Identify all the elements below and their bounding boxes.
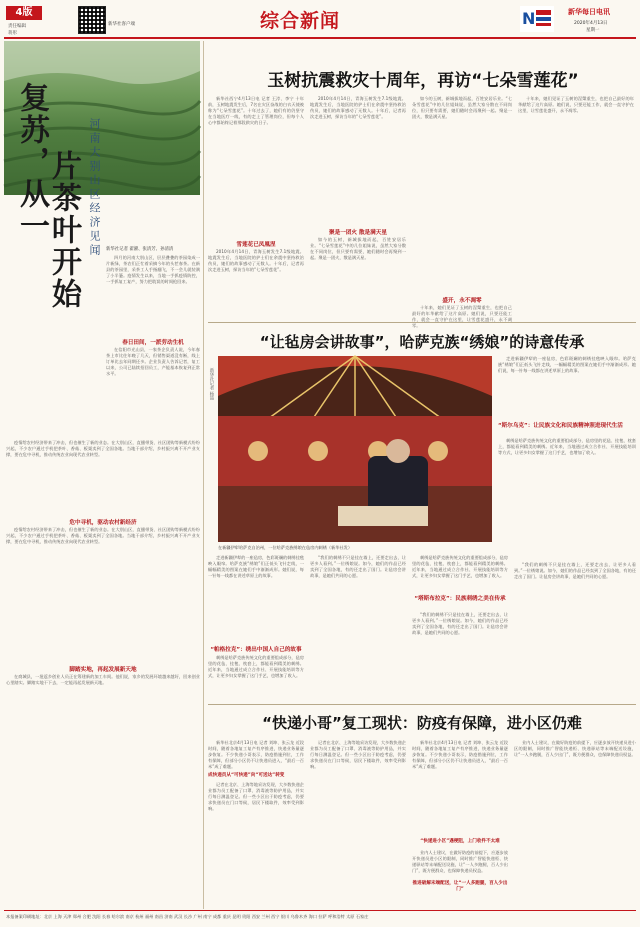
left-story-subtitle: 河南大别山区经济见闻 — [88, 118, 101, 258]
story1-subhead-1: 雪莲花已凤凰涅 — [236, 242, 276, 248]
left-story-body-b: 在信阳市光山县，一家茶企负责人说，今年春茶上市比往年晚了几天，但销售渠道没有断，线上订单比去年同期还多。企业负责人告诉记者，复工以来，公司已陆续招回员工，产能基本恢复到正常水平。 — [106, 347, 200, 377]
story2-body-right: 走进新疆伊犁的一座毡房，色彩斑斓的刺绣挂毯映入眼帘。哈萨克族“绣娘”们正低头飞针走线，一幅幅精美的图案在她们手中渐渐成形。她们说，每一针每一线都在讲述草原上的故事。 — [498, 356, 636, 374]
story2-body-col1b: 刺绣是哈萨克族传统文化的重要组成部分，毡房里的花毡、挂毯、枕套上，都能看到精美的刺绣。近年来，当地通过成立合作社、开展技能培训等方式，让更多妇女掌握了这门手艺，也增加了收入。 — [208, 655, 304, 679]
story2-body-col1: 走进新疆伊犁的一座毡房，色彩斑斓的刺绣挂毯映入眼帘。哈萨克族“绣娘”们正低头飞针走线，一幅幅精美的图案在她们手中渐渐成形。她们说，每一针每一线都在讲述草原上的故事。 — [208, 555, 304, 579]
footer-rule — [4, 910, 636, 911]
story2-byline: 新华社记者 杨喆 — [209, 368, 214, 401]
app-label: 新华社客户端 — [108, 22, 135, 27]
story3-body-col2: 记者在北京、上海等地采访发现，大多数快递企业都为员工配备了口罩、消毒液等防护用品，并实行每日测温登记。但一些小区出于防疫考虑，仍要求快递员在门口等候，居民下楼取件，效率受到影响。 — [310, 740, 406, 770]
section-title: 综合新闻 — [260, 10, 341, 32]
story3-subhead-2: “快递进小区”遇梗阻，上门收件不太难 — [420, 839, 500, 844]
story2-bottom-rule — [208, 704, 636, 705]
paper-name: 新华每日电讯 — [568, 8, 610, 16]
left-story-headline-1: 复苏，从一 — [14, 82, 49, 242]
footer-print-sites: 本报备案印刷地址：北京 上海 天津 郑州 合肥 沈阳 长春 哈尔滨 南京 杭州 福州 南昌 济南 武汉 长沙 广州 南宁 成都 重庆 昆明 贵阳 西安 兰州 西宁 银川 乌鲁木齐 海口 拉萨 呼和浩特 太原 石家庄 — [6, 914, 369, 919]
story1-body-col1: 新华社西宁4月13日电 记者 王浡、李宁 十年前，玉树地震发生后，7名在灾区奋战的白衣天使被称为“七朵雪莲花”。十年过去了，她们有的仍坚守在当地医疗一线，有的走上了管理岗位，但每个人心中都始终记着那段救灾的日子。 — [208, 96, 304, 126]
qr-code-icon — [78, 6, 106, 34]
svg-text:N: N — [522, 9, 536, 28]
left-story-subhead-1: 春日田间，一派劳动生机 — [122, 340, 184, 346]
story1-body-col3: 如今的玉树，新城拔地而起，百姓安居乐业。“七朵雪莲花”中的几位姐妹说，虽然大家分散在不同岗位，但只要有需要，她们随时会再聚到一起。聚是一团火，散是满天星。 — [412, 96, 512, 120]
header-rule — [4, 37, 636, 39]
story2-body-right-b: 刺绣是哈萨克族传统文化的重要组成部分，毡房里的花毡、挂毯、枕套上，都能看到精美的刺绣。近年来，当地通过成立合作社、开展技能培训等方式，让更多妇女掌握了这门手艺，也增加了收入。 — [498, 438, 636, 456]
story1-bottom-rule — [208, 322, 636, 323]
left-story-headline-2: 片茶叶开始 — [46, 150, 81, 310]
story3-body-col1b: 记者在北京、上海等地采访发现，大多数快递企业都为员工配备了口罩、消毒液等防护用品，并实行每日测温登记。但一些小区出于防疫考虑，仍要求快递员在门口等候，居民下楼取件，效率受到影响。 — [208, 782, 304, 812]
story2-body-col4: “我们的刺绣不只是挂在墙上，还要走出去，让更多人看到。”一位绣娘说。如今，她们的作品已经卖到了全国各地，有的还走出了国门。让毡房会讲故事，是她们共同的心愿。 — [514, 562, 636, 580]
story3-subhead-1: 成快递员从“可快递”向“可送达”转变 — [208, 773, 285, 778]
issue-date: 2020年4月13日 — [574, 21, 608, 26]
story3-body-col3b: 业内人士建议，在做好防疫的前提下，应逐步放开快递员进小区的限制，同时推广智能快递柜、快递驿站等末端配送设施，让“一人多跑腿，百人少出门”，既方便群众，也保障快递员权益。 — [412, 850, 508, 874]
story3-body-col3: 新华社北京4月13日电 记者 刘坤、张云龙 近段时间，随着各地复工复产有序推进，快递业务量逐步恢复。不少快递小哥表示，防疫措施到位，工作有保障，但部分小区仍不让快递员进入，“最后一百米”成了难题。 — [412, 740, 508, 770]
left-story-body-d: 疫情给农村经济带来了冲击，但也催生了新的业态。在大别山区，直播带货、社区团购等新模式纷纷兴起，不少农户通过手机把茶叶、香菇、板栗卖到了全国各地。当地干部介绍，乡村振兴离不开产业支撑，要在危中寻机，推动传统农业向现代农业转型。 — [6, 527, 200, 545]
story2-subhead-3: “塔斯布拉克”：民族刺绣之美在传承 — [414, 596, 506, 602]
editor-label: 责任编辑 — [8, 24, 26, 29]
story2-subhead-2: “帕格拉克”：绣出中国人自己的故事 — [210, 647, 302, 653]
story1-body-col2b: 如今的玉树，新城拔地而起，百姓安居乐业。“七朵雪莲花”中的几位姐妹说，虽然大家分散在不同岗位，但只要有需要，她们随时会再聚到一起。聚是一团火，散是满天星。 — [310, 237, 406, 261]
story3-body-col1: 新华社北京4月13日电 记者 刘坤、张云龙 近段时间，随着各地复工复产有序推进，快递业务量逐步恢复。不少快递小哥表示，防疫措施到位，工作有保障，但部分小区仍不让快递员进入，“最后一百米”成了难题。 — [208, 740, 304, 770]
story1-body-col1b: 2010年4月14日，青海玉树发生7.1级地震。地震发生后，当地医院的护士们在余震中坚持救治伤员，她们的故事感动了无数人。十年后，记者再次走进玉树，探访当年的“七朵雪莲花”。 — [208, 249, 304, 273]
page-number-badge: 4版 — [6, 6, 42, 20]
story2-body-col2: “我们的刺绣不只是挂在墙上，还要走出去，让更多人看到。”一位绣娘说。如今，她们的作品已经卖到了全国各地，有的还走出了国门。让毡房会讲故事，是她们共同的心愿。 — [310, 555, 406, 579]
issue-weekday: 星期一 — [586, 28, 600, 33]
editor-name: 蒋彤 — [8, 31, 17, 36]
story2-headline: “让毡房会讲故事”，哈萨克族“绣娘”的诗意传承 — [259, 333, 585, 351]
left-story-body-e: 在商城县，一批返乡创业人员正在筹建新的加工车间。他们说，家乡的发展环境越来越好，回来创业心里踏实。脚踏实地干下去，一定能再起发展新天地。 — [6, 674, 200, 686]
story3-headline: “快递小哥”复工现状：防疫有保障，进小区仍难 — [262, 714, 582, 732]
left-story-subhead-3: 脚踏实地，再起发展新天地 — [69, 667, 137, 673]
story2-photo-caption: 在新疆伊犁哈萨克自治州，一位哈萨克族绣娘在毡房内刺绣（新华社发） — [218, 545, 353, 550]
story1-body-col4: 十年来，她们见证了玉树的涅槃重生，也把自己最好的年华献给了这片高原。她们说，只要还能工作，就会一直守护在这里，让雪莲花盛开，永不凋零。 — [518, 96, 634, 114]
story2-body-col3b: “我们的刺绣不只是挂在墙上，还要走出去，让更多人看到。”一位绣娘说。如今，她们的作品已经卖到了全国各地，有的还走出了国门。让毡房会讲故事，是她们共同的心愿。 — [412, 612, 508, 636]
story1-subhead-2: 聚是一团火 散是满天星 — [329, 230, 387, 236]
story1-headline: 玉树抗震救灾十周年，再访“七朵雪莲花” — [267, 71, 579, 91]
left-story-byline: 新华社记者 翟濯、张清芳、孙清清 — [106, 247, 174, 252]
story1-subhead-3: 盛开，永不凋零 — [442, 298, 482, 304]
story2-body-col3: 刺绣是哈萨克族传统文化的重要组成部分，毡房里的花毡、挂毯、枕套上，都能看到精美的刺绣。近年来，当地通过成立合作社、开展技能培训等方式，让更多妇女掌握了这门手艺，也增加了收入。 — [412, 555, 508, 579]
paper-logo-icon — [520, 6, 554, 32]
story2-subhead-1: “斯尔乌克”：让民族文化和民族精神照进现代生活 — [498, 423, 623, 429]
yurt-embroidery-photo — [218, 356, 492, 542]
left-story-body-a: 四月的河南大别山区，层层叠叠的茶园染成一片新绿，茶农们正忙着采摘今年的头茬春茶。在新县的茶园里，采茶工人手指翻飞，不一会儿就装满了小半篓。疫情发生以来，当地一手抓疫情防控，一手抓复工复产，努力把耽误的时间抢回来。 — [106, 255, 200, 285]
story3-subhead-3: 推进破解末端配送，让“一人多跑腿，百人少出门” — [412, 881, 508, 892]
left-story-body-c: 疫情给农村经济带来了冲击，但也催生了新的业态。在大别山区，直播带货、社区团购等新模式纷纷兴起，不少农户通过手机把茶叶、香菇、板栗卖到了全国各地。当地干部介绍，乡村振兴离不开产业支撑，要在危中寻机，推动传统农业向现代农业转型。 — [6, 440, 200, 458]
story3-body-col4: 业内人士建议，在做好防疫的前提下，应逐步放开快递员进小区的限制，同时推广智能快递柜、快递驿站等末端配送设施，让“一人多跑腿，百人少出门”，既方便群众，也保障快递员权益。 — [514, 740, 636, 758]
story1-body-col3b: 十年来，她们见证了玉树的涅槃重生，也把自己最好的年华献给了这片高原。她们说，只要还能工作，就会一直守护在这里，让雪莲花盛开，永不凋零。 — [412, 305, 512, 329]
left-story-subhead-2: 危中寻机，驱动农村新经济 — [69, 520, 137, 526]
column-divider — [203, 41, 204, 909]
story1-body-col2: 2010年4月14日，青海玉树发生7.1级地震。地震发生后，当地医院的护士们在余震中坚持救治伤员，她们的故事感动了无数人。十年后，记者再次走进玉树，探访当年的“七朵雪莲花”。 — [310, 96, 406, 120]
